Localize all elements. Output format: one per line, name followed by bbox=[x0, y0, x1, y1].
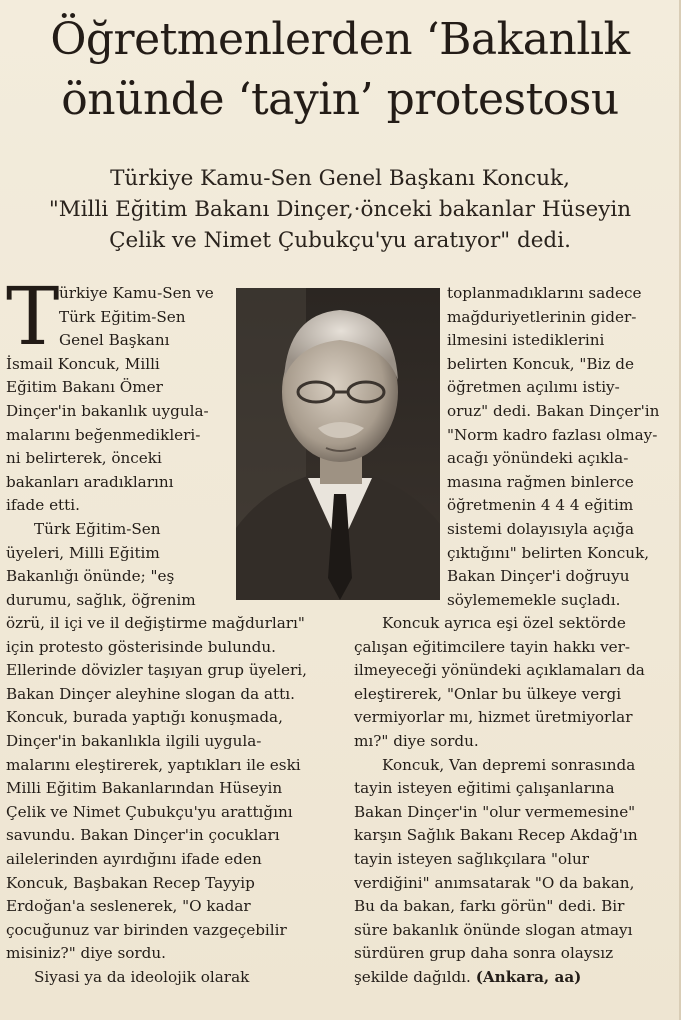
text-line: tayin isteyen eğitimi çalışanlarına bbox=[354, 779, 615, 798]
text-line: Dinçer'in bakanlıkla ilgili uygula- bbox=[6, 731, 262, 750]
text-line: verdiğini" anımsatarak "O da bakan, bbox=[354, 873, 635, 892]
text-line: çıktığını" belirten Koncuk, bbox=[447, 543, 650, 562]
text-line: ilmeyeceği yönündeki açıklamaları da bbox=[354, 661, 645, 680]
text-line: masına rağmen binlerce bbox=[447, 472, 634, 491]
subheadline bbox=[10, 163, 670, 256]
drop-cap: T bbox=[6, 270, 60, 363]
headline bbox=[4, 10, 676, 130]
text-line: malarını beğenmedikleri- bbox=[6, 425, 201, 444]
text-line: Bakan Dinçer aleyhine slogan da attı. bbox=[6, 684, 295, 703]
text-line: misiniz?" diye sordu. bbox=[6, 944, 167, 963]
text-line: Türk Eğitim-Sen bbox=[34, 519, 161, 538]
text-line: acağı yönündeki açıkla- bbox=[447, 449, 629, 468]
portrait-illustration bbox=[236, 288, 440, 600]
text-line: Genel Başkanı bbox=[59, 331, 170, 350]
article-column-left bbox=[6, 270, 231, 612]
text-line: özrü, il içi ve il değiştirme mağdurları" bbox=[6, 614, 305, 632]
text-line: sürdüren grup daha sonra olaysız bbox=[354, 944, 614, 963]
text-line: ürkiye Kamu-Sen ve bbox=[59, 284, 214, 302]
text-line: Eğitim Bakanı Ömer bbox=[6, 378, 163, 397]
text-line: çocuğunuz var birinden vazgeçebilir bbox=[6, 920, 287, 939]
text-line: öğretmenin 4 4 4 eğitim bbox=[447, 496, 634, 515]
headline-line: Öğretmenlerden ‘Bakanlık bbox=[50, 14, 630, 65]
text-line: üyeleri, Milli Eğitim bbox=[6, 543, 160, 562]
article-column-bottom-left bbox=[6, 612, 322, 990]
text-line bbox=[354, 966, 672, 990]
text-line: Bakan Dinçer'i doğruyu bbox=[447, 567, 630, 586]
text-line: süre bakanlık önünde slogan atmayı bbox=[354, 920, 633, 939]
article-column-bottom-right bbox=[354, 612, 672, 990]
text-line: çalışan eğitimcilere tayin hakkı ver- bbox=[354, 637, 631, 656]
text-line: için protesto gösterisinde bulundu. bbox=[6, 637, 277, 656]
text-line: Koncuk, burada yaptığı konuşmada, bbox=[6, 708, 283, 727]
text-line: Bakanlığı önünde; "eş bbox=[6, 567, 175, 586]
text-line: malarını eleştirerek, yaptıkları ile eski bbox=[6, 755, 301, 774]
text-line: bakanları aradıklarını bbox=[6, 472, 174, 491]
text-line: oruz" dedi. Bakan Dinçer'in bbox=[447, 401, 660, 420]
text-line: karşın Sağlık Bakanı Recep Akdağ'ın bbox=[354, 826, 638, 845]
text-line: öğretmen açılımı istiy- bbox=[447, 378, 620, 397]
text-line: durumu, sağlık, öğrenim bbox=[6, 590, 196, 609]
text-line: ifade etti. bbox=[6, 496, 80, 515]
headline-line: önünde ‘tayin’ protestosu bbox=[61, 74, 619, 125]
lead-paragraph bbox=[6, 270, 231, 518]
text-line: Milli Eğitim Bakanlarından Hüseyin bbox=[6, 779, 283, 798]
text-line: mağduriyetlerinin gider- bbox=[447, 307, 637, 326]
subheadline-line: "Milli Eğitim Bakanı Dinçer,·önceki bakanlar Hüseyin bbox=[48, 197, 632, 222]
text-line: toplanmadıklarını sadece bbox=[447, 284, 642, 302]
text-line: Koncuk, Van depremi sonrasında bbox=[382, 755, 636, 774]
text-line: "Norm kadro fazlası olmay- bbox=[447, 425, 658, 444]
text-line: Erdoğan'a seslenerek, "O kadar bbox=[6, 897, 251, 916]
text-line: savundu. Bakan Dinçer'in çocukları bbox=[6, 826, 280, 845]
text-line: Ellerinde dövizler taşıyan grup üyeleri, bbox=[6, 661, 307, 680]
text-line: ilmesini istediklerini bbox=[447, 331, 605, 350]
text-line: Dinçer'in bakanlık uygula- bbox=[6, 401, 209, 420]
subheadline-line: Çelik ve Nimet Çubukçu'yu aratıyor" dedi. bbox=[109, 228, 571, 253]
article-column-right bbox=[447, 282, 673, 612]
text-line: Siyasi ya da ideolojik olarak bbox=[34, 967, 250, 986]
text-line: Koncuk ayrıca eşi özel sektörde bbox=[382, 614, 626, 632]
text-line: Bu da bakan, farkı görün" dedi. Bir bbox=[354, 897, 625, 916]
subheadline-line: Türkiye Kamu-Sen Genel Başkanı Koncuk, bbox=[110, 166, 570, 191]
text-line: Koncuk, Başbakan Recep Tayyip bbox=[6, 873, 255, 892]
text-line: söylememekle suçladı. bbox=[447, 590, 621, 609]
text-line: ailelerinden ayırdığını ifade eden bbox=[6, 849, 262, 868]
portrait-photo bbox=[236, 288, 440, 600]
text-line: eleştirerek, "Onlar bu ülkeye vergi bbox=[354, 684, 622, 703]
text-line: mı?" diye sordu. bbox=[354, 731, 479, 750]
text-line: Bakan Dinçer'in "olur vermemesine" bbox=[354, 802, 636, 821]
text-line: sistemi dolayısıyla açığa bbox=[447, 519, 635, 538]
text-line: vermiyorlar mı, hizmet üretmiyorlar bbox=[354, 708, 633, 727]
text-line: tayin isteyen sağlıkçılara "olur bbox=[354, 849, 590, 868]
text-fragment: şekilde dağıldı. bbox=[354, 967, 471, 986]
text-line: Türk Eğitim-Sen bbox=[59, 307, 186, 326]
text-line: Çelik ve Nimet Çubukçu'yu arattığını bbox=[6, 802, 293, 821]
text-line: İsmail Koncuk, Milli bbox=[6, 354, 160, 373]
source-credit: (Ankara, aa) bbox=[475, 967, 582, 986]
text-line: ni belirterek, önceki bbox=[6, 449, 162, 468]
text-line: belirten Koncuk, "Biz de bbox=[447, 354, 634, 373]
